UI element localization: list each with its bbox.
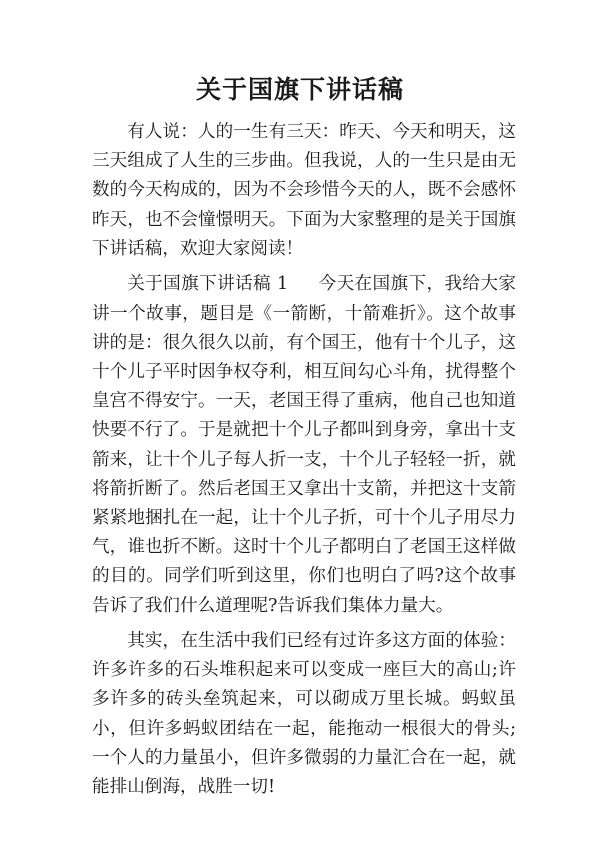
paragraph-story	[92, 270, 516, 620]
paragraph-text: 今天在国旗下，我给大家讲一个故事，题目是《一箭断，十箭难折》。这个故事讲的是：很久很久以前，有个国王，他有十个儿子，这十个儿子平时因争权夺利，相互间勾心斗角，扰得整个皇宫不得安宁。一天，老国王得了重病，他自己也知道快要不行了。于是就把十个儿子都叫到身旁，拿出十支箭来，让十个儿子每人折一支，十个儿子轻轻一折，就将箭折断了。然后老国王又拿出十支箭，并把这十支箭紧紧地捆扎在一起，让十个儿子折，可十个儿子用尽力气，谁也折不断。这时十个儿子都明白了老国王这样做的目的。同学们听到这里，你们也明白了吗?这个故事告诉了我们什么道理呢?告诉我们集体力量大。	[92, 274, 516, 616]
paragraph-experience	[92, 627, 516, 802]
paragraph-text: 有人说：人的一生有三天：昨天、今天和明天，这三天组成了人生的三步曲。但我说，人的一生只是由无数的今天构成的，因为不会珍惜今天的人，既不会感怀昨天，也不会憧憬明天。下面为大家整理的是关于国旗下讲话稿，欢迎大家阅读！	[92, 122, 516, 259]
document-title: 关于国旗下讲话稿	[195, 75, 404, 104]
paragraph-text: 其实，在生活中我们已经有过许多这方面的体验：许多许多的石头堆积起来可以变成一座巨大的高山;许多许多的砖头垒筑起来，可以砌成万里长城。蚂蚁虽小，但许多蚂蚁团结在一起，能拖动一根很大的骨头;一个人的力量虽小，但许多微弱的力量汇合在一起，就能排山倒海，战胜一切!	[92, 631, 516, 798]
document-body	[92, 118, 516, 802]
paragraph-intro	[92, 118, 516, 264]
section-heading: 关于国旗下讲话稿 1	[127, 274, 289, 295]
